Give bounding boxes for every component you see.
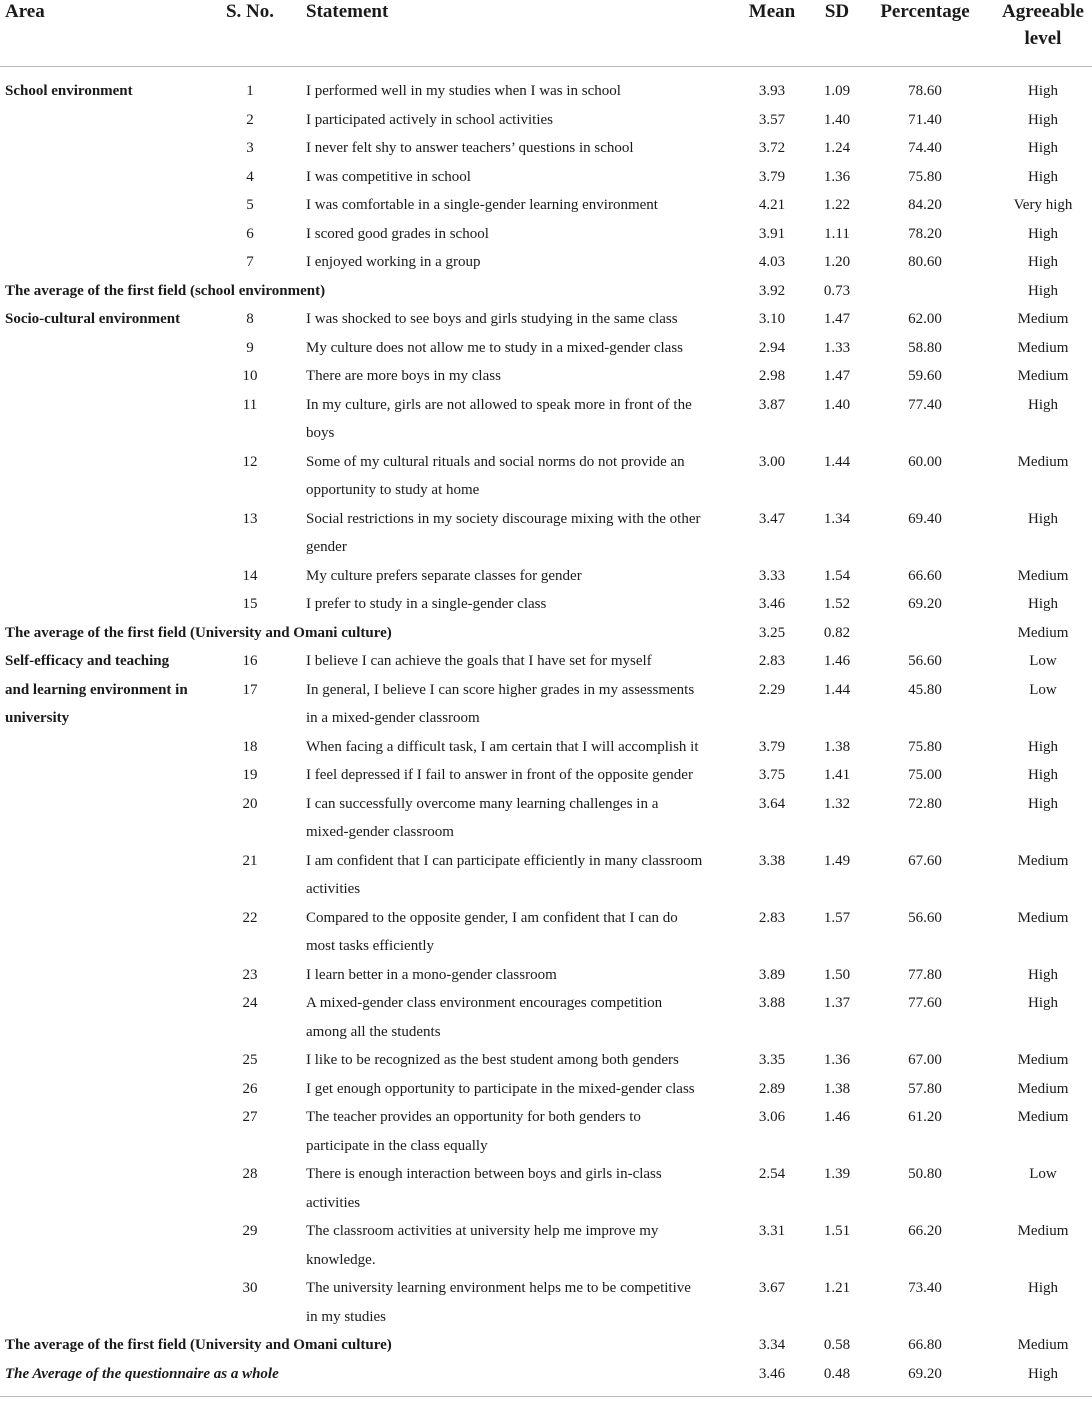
statement-line: I never felt shy to answer teachers’ questions in school bbox=[306, 140, 634, 156]
percentage-cell: 67.00 bbox=[908, 1052, 942, 1068]
level-cell: High bbox=[1028, 83, 1058, 99]
summary-label: The average of the first field (University and Omani culture) bbox=[5, 624, 392, 641]
level-cell: Medium bbox=[1017, 1052, 1069, 1068]
level-cell: High bbox=[1028, 1365, 1058, 1382]
level-cell: Medium bbox=[1017, 368, 1069, 384]
level-cell: High bbox=[1028, 767, 1058, 783]
mean-cell: 3.57 bbox=[758, 111, 786, 128]
statement-line: I believe I can achieve the goals that I have set for myself bbox=[306, 653, 652, 669]
statement-cell bbox=[306, 961, 736, 990]
sno-cell: 10 bbox=[242, 368, 258, 384]
statement-line: My culture prefers separate classes for gender bbox=[306, 567, 582, 584]
percentage-cell: 73.40 bbox=[908, 1280, 942, 1296]
mean-cell: 3.31 bbox=[758, 1223, 786, 1239]
statement-line: There is enough interaction between boys and girls in-class bbox=[306, 1166, 662, 1182]
area-line: university bbox=[5, 710, 70, 726]
level-cell: Low bbox=[1029, 653, 1057, 669]
header-sno: S. No. bbox=[225, 1, 275, 22]
mean-cell: 3.10 bbox=[758, 311, 786, 327]
statement-line: There are more boys in my class bbox=[306, 368, 501, 384]
statement-cell bbox=[306, 334, 736, 363]
sno-cell: 16 bbox=[242, 653, 258, 669]
level-cell: High bbox=[1028, 510, 1058, 527]
statement-cell bbox=[306, 220, 736, 249]
percentage-cell: 67.60 bbox=[908, 852, 942, 869]
statement-line: I can successfully overcome many learning challenges in a bbox=[306, 795, 659, 812]
sd-cell: 1.22 bbox=[823, 197, 851, 213]
sd-cell: 1.20 bbox=[823, 254, 851, 270]
sno-cell: 22 bbox=[242, 909, 258, 926]
mean-cell: 3.88 bbox=[758, 995, 786, 1011]
mean-cell: 3.35 bbox=[758, 1052, 786, 1068]
mean-cell: 2.94 bbox=[758, 339, 786, 356]
mean-cell: 3.79 bbox=[758, 738, 786, 755]
header-mean: Mean bbox=[748, 1, 796, 22]
statement-cell bbox=[306, 904, 736, 961]
level-cell: High bbox=[1028, 282, 1058, 299]
percentage-cell: 74.40 bbox=[908, 140, 942, 156]
percentage-cell: 78.20 bbox=[908, 225, 942, 242]
statement-cell bbox=[306, 134, 736, 163]
sd-cell: 1.24 bbox=[823, 140, 851, 156]
percentage-cell: 61.20 bbox=[908, 1109, 942, 1125]
sno-cell: 3 bbox=[246, 140, 254, 156]
mean-cell: 3.34 bbox=[758, 1337, 786, 1353]
level-cell: High bbox=[1028, 225, 1058, 242]
sno-cell: 6 bbox=[246, 225, 254, 242]
statement-cell bbox=[306, 590, 736, 619]
level-cell: High bbox=[1028, 596, 1058, 612]
level-cell: High bbox=[1028, 140, 1058, 156]
percentage-cell: 75.80 bbox=[908, 168, 942, 185]
statement-line: Some of my cultural rituals and social norms do not provide an bbox=[306, 453, 685, 470]
sd-cell: 1.39 bbox=[823, 1166, 851, 1182]
sno-cell: 19 bbox=[242, 767, 258, 783]
sd-cell: 1.38 bbox=[823, 1080, 851, 1097]
statement-line: knowledge. bbox=[306, 1251, 376, 1268]
statement-line: in a mixed-gender classroom bbox=[306, 710, 480, 726]
header-level-line1: Agreeable bbox=[1002, 1, 1084, 22]
sno-cell: 1 bbox=[246, 83, 254, 99]
statement-line: In general, I believe I can score higher grades in my assessments bbox=[306, 681, 695, 698]
percentage-cell: 45.80 bbox=[908, 681, 942, 698]
mean-cell: 3.25 bbox=[758, 624, 786, 641]
statement-line: I learn better in a mono-gender classroom bbox=[306, 966, 557, 983]
statement-cell bbox=[306, 647, 736, 676]
statement-line: participate in the class equally bbox=[306, 1137, 488, 1154]
summary-label: The Average of the questionnaire as a whole bbox=[5, 1365, 279, 1382]
percentage-cell: 71.40 bbox=[908, 111, 942, 128]
level-cell: High bbox=[1028, 995, 1058, 1011]
percentage-cell: 59.60 bbox=[908, 368, 942, 384]
percentage-cell: 57.80 bbox=[908, 1080, 942, 1097]
sd-cell: 1.51 bbox=[823, 1223, 851, 1239]
sno-cell: 4 bbox=[246, 168, 254, 185]
statement-line: I scored good grades in school bbox=[306, 225, 489, 242]
statement-cell bbox=[306, 847, 736, 904]
statement-line: boys bbox=[306, 425, 335, 441]
mean-cell: 3.46 bbox=[758, 1365, 786, 1382]
sno-cell: 2 bbox=[246, 111, 254, 128]
statement-line: Compared to the opposite gender, I am confident that I can do bbox=[306, 909, 678, 926]
mean-cell: 3.92 bbox=[758, 282, 786, 299]
sno-cell: 14 bbox=[242, 567, 258, 584]
sno-cell: 15 bbox=[242, 596, 258, 612]
sno-cell: 21 bbox=[242, 852, 258, 869]
percentage-cell: 75.00 bbox=[908, 767, 942, 783]
sd-cell: 1.33 bbox=[823, 339, 851, 356]
statement-line: The teacher provides an opportunity for both genders to bbox=[306, 1109, 641, 1125]
header-rule bbox=[0, 66, 1092, 67]
statement-line: I was competitive in school bbox=[306, 168, 471, 185]
statement-line: in my studies bbox=[306, 1308, 387, 1325]
mean-cell: 4.21 bbox=[758, 197, 786, 213]
percentage-cell: 66.20 bbox=[908, 1223, 942, 1239]
statement-line: The university learning environment helps me to be competitive bbox=[306, 1280, 691, 1296]
level-cell: Medium bbox=[1017, 311, 1069, 327]
area-cell bbox=[5, 676, 220, 733]
statement-cell bbox=[306, 505, 736, 562]
summary-label: The average of the first field (school environment) bbox=[5, 282, 326, 299]
sd-cell: 1.40 bbox=[823, 396, 851, 413]
statement-line: The classroom activities at university help me improve my bbox=[306, 1223, 659, 1239]
area-line: Self-efficacy and teaching bbox=[5, 653, 170, 669]
level-cell: Low bbox=[1029, 1166, 1057, 1182]
header-agreeable-level bbox=[995, 0, 1091, 52]
sno-cell: 29 bbox=[242, 1223, 258, 1239]
mean-cell: 3.72 bbox=[758, 140, 786, 156]
statement-line: I like to be recognized as the best student among both genders bbox=[306, 1052, 679, 1068]
sno-cell: 18 bbox=[242, 738, 258, 755]
sno-cell: 5 bbox=[246, 197, 254, 213]
mean-cell: 2.89 bbox=[758, 1080, 786, 1097]
mean-cell: 2.83 bbox=[758, 909, 786, 926]
percentage-cell: 58.80 bbox=[908, 339, 942, 356]
sd-cell: 1.47 bbox=[823, 311, 851, 327]
mean-cell: 2.83 bbox=[758, 653, 786, 669]
mean-cell: 3.91 bbox=[758, 225, 786, 242]
level-cell: High bbox=[1028, 966, 1058, 983]
sd-cell: 1.37 bbox=[823, 995, 851, 1011]
level-cell: Medium bbox=[1017, 624, 1069, 641]
statement-cell bbox=[306, 1274, 736, 1331]
statement-cell bbox=[306, 448, 736, 505]
sno-cell: 20 bbox=[242, 795, 258, 812]
area-line: and learning environment in bbox=[5, 681, 188, 698]
mean-cell: 3.33 bbox=[758, 567, 786, 584]
statement-cell bbox=[306, 191, 736, 220]
percentage-cell: 72.80 bbox=[908, 795, 942, 812]
sd-cell: 1.21 bbox=[823, 1280, 851, 1296]
statement-cell bbox=[306, 248, 736, 277]
statement-cell bbox=[306, 733, 736, 762]
percentage-cell: 77.80 bbox=[908, 966, 942, 983]
statement-line: In my culture, girls are not allowed to speak more in front of the bbox=[306, 396, 692, 413]
mean-cell: 3.67 bbox=[758, 1280, 786, 1296]
sd-cell: 1.46 bbox=[823, 653, 851, 669]
statement-line: activities bbox=[306, 1194, 361, 1211]
sd-cell: 1.44 bbox=[823, 681, 851, 698]
statement-line: Social restrictions in my society discourage mixing with the other bbox=[306, 510, 701, 527]
statement-cell bbox=[306, 1160, 736, 1217]
level-cell: Very high bbox=[1013, 197, 1073, 213]
mean-cell: 2.54 bbox=[758, 1166, 786, 1182]
sno-cell: 17 bbox=[242, 681, 258, 698]
level-cell: Low bbox=[1029, 681, 1057, 698]
statement-cell bbox=[306, 305, 736, 334]
sd-cell: 0.48 bbox=[823, 1365, 851, 1382]
level-cell: Medium bbox=[1017, 1337, 1069, 1353]
percentage-cell: 50.80 bbox=[908, 1166, 942, 1182]
area-line: Socio-cultural environment bbox=[5, 311, 181, 327]
level-cell: High bbox=[1028, 396, 1058, 413]
sd-cell: 1.57 bbox=[823, 909, 851, 926]
sno-cell: 30 bbox=[242, 1280, 258, 1296]
sno-cell: 7 bbox=[246, 254, 254, 270]
percentage-cell: 69.20 bbox=[908, 1365, 942, 1382]
sd-cell: 0.82 bbox=[823, 624, 851, 641]
sd-cell: 1.47 bbox=[823, 368, 851, 384]
statement-line: gender bbox=[306, 539, 347, 555]
summary-label: The average of the first field (University and Omani culture) bbox=[5, 1337, 392, 1353]
sd-cell: 1.09 bbox=[823, 83, 851, 99]
statement-line: opportunity to study at home bbox=[306, 482, 480, 498]
percentage-cell: 80.60 bbox=[908, 254, 942, 270]
level-cell: Medium bbox=[1017, 567, 1069, 584]
header-statement: Statement bbox=[306, 1, 389, 22]
sd-cell: 1.50 bbox=[823, 966, 851, 983]
sd-cell: 1.52 bbox=[823, 596, 851, 612]
statement-line: I performed well in my studies when I was in school bbox=[306, 83, 621, 99]
level-cell: High bbox=[1028, 111, 1058, 128]
mean-cell: 3.00 bbox=[758, 453, 786, 470]
area-cell bbox=[5, 77, 220, 106]
level-cell: High bbox=[1028, 168, 1058, 185]
sd-cell: 1.11 bbox=[824, 225, 850, 242]
statement-line: I am confident that I can participate efficiently in many classroom bbox=[306, 852, 703, 869]
mean-cell: 3.79 bbox=[758, 168, 786, 185]
mean-cell: 3.06 bbox=[758, 1109, 786, 1125]
mean-cell: 3.47 bbox=[758, 510, 786, 527]
level-cell: Medium bbox=[1017, 339, 1069, 356]
sno-cell: 13 bbox=[242, 510, 258, 527]
sd-cell: 1.40 bbox=[823, 111, 851, 128]
percentage-cell: 77.40 bbox=[908, 396, 942, 413]
percentage-cell: 66.60 bbox=[908, 567, 942, 584]
statement-cell bbox=[306, 77, 736, 106]
percentage-cell: 69.20 bbox=[908, 596, 942, 612]
header-area: Area bbox=[5, 1, 45, 22]
percentage-cell: 77.60 bbox=[908, 995, 942, 1011]
percentage-cell: 75.80 bbox=[908, 738, 942, 755]
statement-cell bbox=[306, 391, 736, 448]
sd-cell: 1.36 bbox=[823, 1052, 851, 1068]
statement-line: When facing a difficult task, I am certain that I will accomplish it bbox=[306, 738, 699, 755]
percentage-cell: 56.60 bbox=[908, 909, 942, 926]
sd-cell: 1.49 bbox=[823, 852, 851, 869]
mean-cell: 3.38 bbox=[758, 852, 786, 869]
level-cell: Medium bbox=[1017, 1223, 1069, 1239]
mean-cell: 3.46 bbox=[758, 596, 786, 612]
statement-cell bbox=[306, 106, 736, 135]
area-line: School environment bbox=[5, 83, 133, 99]
sno-cell: 27 bbox=[242, 1109, 258, 1125]
level-cell: Medium bbox=[1017, 1080, 1069, 1097]
statement-line: mixed-gender classroom bbox=[306, 824, 454, 840]
statement-line: A mixed-gender class environment encourages competition bbox=[306, 995, 663, 1011]
mean-cell: 2.98 bbox=[758, 368, 786, 384]
statement-line: I enjoyed working in a group bbox=[306, 254, 481, 270]
percentage-cell: 78.60 bbox=[908, 83, 942, 99]
sno-cell: 8 bbox=[246, 311, 254, 327]
percentage-cell: 62.00 bbox=[908, 311, 942, 327]
sno-cell: 28 bbox=[242, 1166, 258, 1182]
sd-cell: 1.32 bbox=[823, 795, 851, 812]
mean-cell: 3.89 bbox=[758, 966, 786, 983]
mean-cell: 3.87 bbox=[758, 396, 786, 413]
level-cell: High bbox=[1028, 1280, 1058, 1296]
header-sd: SD bbox=[824, 1, 850, 22]
level-cell: High bbox=[1028, 795, 1058, 812]
percentage-cell: 84.20 bbox=[908, 197, 942, 213]
statement-line: I was comfortable in a single-gender learning environment bbox=[306, 197, 658, 213]
statement-line: I participated actively in school activities bbox=[306, 111, 553, 128]
statement-cell bbox=[306, 790, 736, 847]
statement-line: I prefer to study in a single-gender class bbox=[306, 596, 547, 612]
sno-cell: 9 bbox=[246, 339, 254, 356]
mean-cell: 3.93 bbox=[758, 83, 786, 99]
mean-cell: 3.75 bbox=[758, 767, 786, 783]
statement-cell bbox=[306, 989, 736, 1046]
level-cell: Medium bbox=[1017, 909, 1069, 926]
statement-line: My culture does not allow me to study in a mixed-gender class bbox=[306, 339, 683, 356]
percentage-cell: 66.80 bbox=[908, 1337, 942, 1353]
sno-cell: 24 bbox=[242, 995, 258, 1011]
sd-cell: 1.44 bbox=[823, 453, 851, 470]
header-percentage: Percentage bbox=[880, 1, 970, 22]
percentage-cell: 69.40 bbox=[908, 510, 942, 527]
sno-cell: 12 bbox=[242, 453, 258, 470]
level-cell: High bbox=[1028, 738, 1058, 755]
mean-cell: 4.03 bbox=[758, 254, 786, 270]
area-cell bbox=[5, 647, 220, 676]
statement-cell bbox=[306, 761, 736, 790]
level-cell: High bbox=[1028, 254, 1058, 270]
statement-cell bbox=[306, 562, 736, 591]
bottom-rule bbox=[0, 1396, 1092, 1397]
percentage-cell: 60.00 bbox=[908, 453, 942, 470]
sno-cell: 23 bbox=[242, 966, 258, 983]
sd-cell: 1.46 bbox=[823, 1109, 851, 1125]
statement-cell bbox=[306, 676, 736, 733]
statement-cell bbox=[306, 1046, 736, 1075]
sd-cell: 1.36 bbox=[823, 168, 851, 185]
mean-cell: 3.64 bbox=[758, 795, 786, 812]
statement-cell bbox=[306, 1217, 736, 1274]
mean-cell: 2.29 bbox=[758, 681, 786, 698]
statement-cell bbox=[306, 1075, 736, 1104]
sd-cell: 1.34 bbox=[823, 510, 851, 527]
statement-line: most tasks efficiently bbox=[306, 938, 435, 954]
sd-cell: 1.54 bbox=[823, 567, 851, 584]
statement-line: I get enough opportunity to participate in the mixed-gender class bbox=[306, 1080, 695, 1097]
statement-line: activities bbox=[306, 881, 361, 897]
statement-line: I was shocked to see boys and girls studying in the same class bbox=[306, 311, 678, 327]
level-cell: Medium bbox=[1017, 453, 1069, 470]
statement-cell bbox=[306, 1103, 736, 1160]
sd-cell: 1.38 bbox=[823, 738, 851, 755]
level-cell: Medium bbox=[1017, 852, 1069, 869]
area-cell bbox=[5, 305, 220, 334]
sno-cell: 25 bbox=[242, 1052, 258, 1068]
statement-line: among all the students bbox=[306, 1023, 441, 1040]
header-level-line2: level bbox=[1024, 28, 1062, 49]
sd-cell: 0.73 bbox=[823, 282, 851, 299]
sno-cell: 11 bbox=[242, 396, 258, 413]
statement-cell bbox=[306, 362, 736, 391]
percentage-cell: 56.60 bbox=[908, 653, 942, 669]
statement-cell bbox=[306, 163, 736, 192]
statement-line: I feel depressed if I fail to answer in front of the opposite gender bbox=[306, 767, 693, 783]
level-cell: Medium bbox=[1017, 1109, 1069, 1125]
sno-cell: 26 bbox=[242, 1080, 258, 1097]
sd-cell: 1.41 bbox=[823, 767, 851, 783]
sd-cell: 0.58 bbox=[823, 1337, 851, 1353]
